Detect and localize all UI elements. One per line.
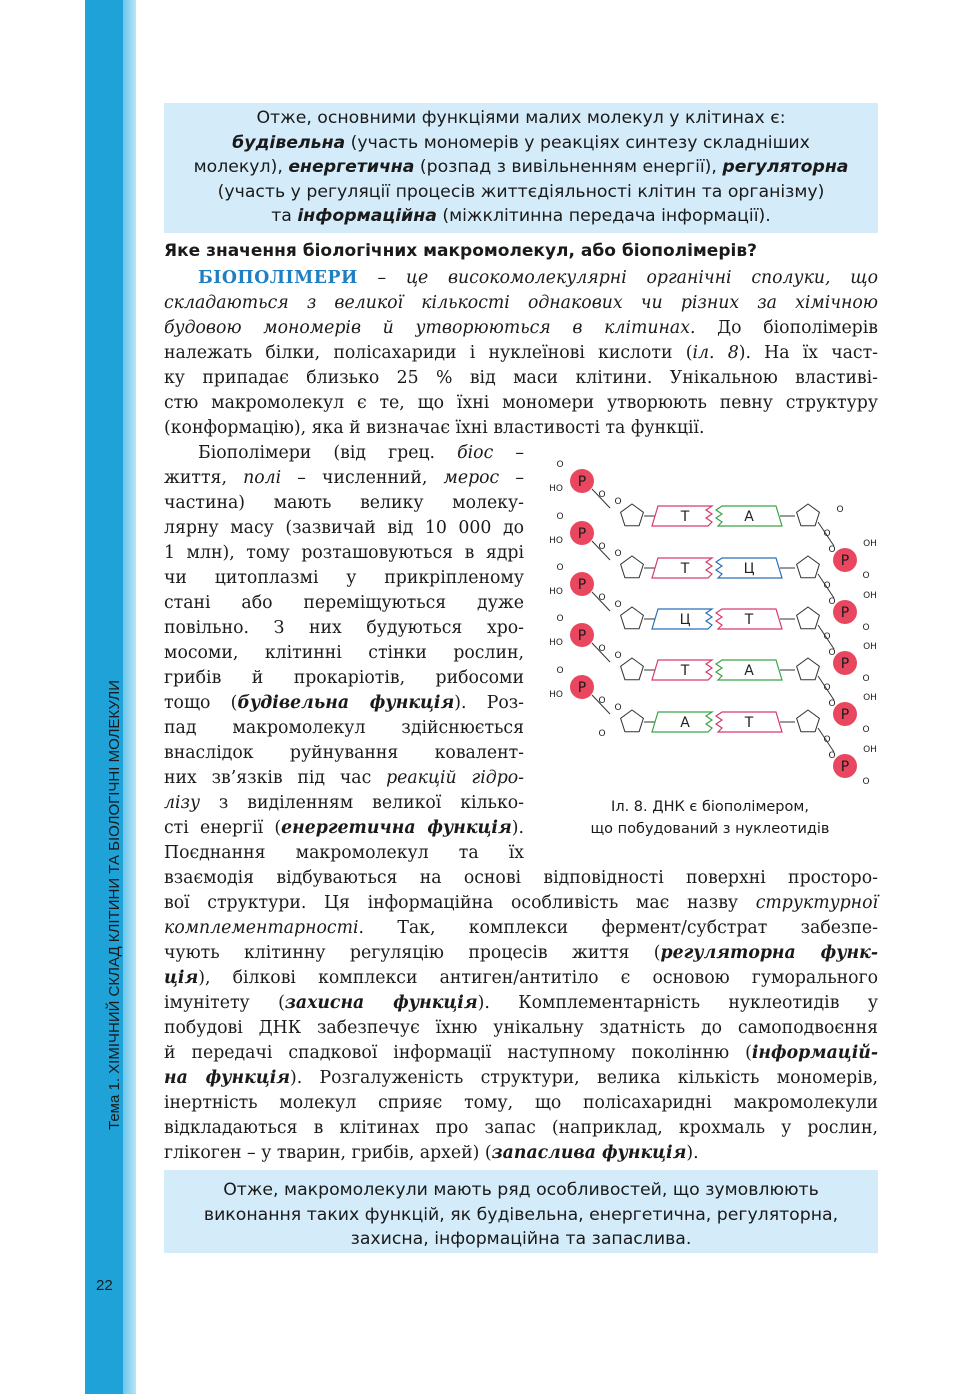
section-heading: Яке значення біологічних макромолекул, або біополімерів?: [164, 241, 757, 261]
hydroxyl-label: HO: [549, 638, 563, 648]
sugar-right-2: [797, 556, 820, 578]
phosphate-right-4-label: P: [840, 707, 850, 723]
oxygen-label: O: [828, 648, 836, 658]
base-left-3-letter: Ц: [679, 612, 691, 628]
box-line: Отже, основними функціями малих молекул у клітинах є:: [256, 108, 786, 128]
hydroxyl-label: HO: [549, 536, 563, 546]
hydroxyl-label: OH: [863, 745, 877, 755]
chapter-title: Тема 1. ХІМІЧНИЙ СКЛАД КЛІТИНИ ТА БІОЛОГІЧНІ МОЛЕКУЛИ: [106, 680, 123, 1130]
box-line: Отже, макромолекули мають ряд особливостей, що зумовлюють: [223, 1180, 819, 1200]
oxygen-label: O: [598, 696, 606, 706]
phosphate-right-5-label: P: [840, 759, 850, 775]
box-line: виконання таких функцій, як будівельна, енергетична, регуляторна,: [203, 1204, 839, 1225]
paragraph-biopolymers-etymology: [164, 441, 524, 866]
sugar-right-4: [797, 658, 820, 680]
box-line: захисна, інформаційна та запаслива.: [350, 1229, 692, 1249]
text-line: глікоген – у тварин, грибів, архей) (запаслива функція).: [164, 1143, 699, 1163]
figure-caption: [545, 796, 875, 840]
oxygen-label: O: [556, 666, 564, 676]
oxygen-label: O: [823, 529, 831, 539]
sugar-left-1: [621, 504, 644, 526]
phosphate-left-3-label: P: [577, 577, 587, 593]
text-line: на функція). Розгалуженість структури, велика кількість мономерів,: [164, 1068, 878, 1088]
dna-structure: [549, 460, 877, 786]
summary-box-macromolecules: [164, 1170, 878, 1253]
oxygen-label: O: [862, 674, 870, 684]
caption-line: Іл. 8. ДНК є біополімером,: [611, 799, 809, 815]
text-line: стані або переміщуються дуже: [164, 593, 524, 613]
text-line: інертність молекул сприяє тому, що полісахаридні макромолекули: [164, 1093, 878, 1113]
oxygen-label: O: [598, 593, 606, 603]
hydroxyl-label: HO: [549, 484, 563, 494]
hydroxyl-label: OH: [863, 693, 877, 703]
text-line: 1 млн), тому розташовуються в ядрі: [164, 543, 524, 563]
base-right-5-letter: Т: [744, 715, 754, 731]
text-line: побудові ДНК забезпечує їхню унікальну здатність до самоподвоєння: [164, 1018, 878, 1038]
oxygen-label: O: [823, 632, 831, 642]
text-line: відкладаються в клітинах про запас (наприклад, крохмаль у рослин,: [164, 1118, 878, 1138]
text-line: лізу з виділенням великої кілько-: [164, 793, 524, 813]
text-line: й передачі спадкової інформації наступному поколінню (інформацій-: [164, 1043, 878, 1063]
oxygen-label: O: [598, 729, 606, 739]
oxygen-label: O: [862, 623, 870, 633]
sugar-left-4: [621, 658, 644, 680]
oxygen-label: O: [556, 563, 564, 573]
text-line: будовою мономерів й утворюються в клітинах. До біополімерів: [164, 318, 878, 338]
text-line: належать білки, полісахариди і нуклеїнові кислоти (іл. 8). На їх част-: [164, 343, 879, 363]
text-line: внаслідок руйнування ковалент-: [164, 743, 524, 763]
oxygen-label: O: [862, 725, 870, 735]
hydroxyl-label: HO: [549, 587, 563, 597]
phosphate-left-2-label: P: [577, 526, 587, 542]
hydroxyl-label: OH: [863, 642, 877, 652]
text-line: тощо (будівельна функція). Роз-: [164, 693, 524, 713]
text-line: чують клітинну регуляцію процесів життя (регуляторна функ-: [164, 943, 878, 963]
oxygen-label: O: [614, 703, 622, 713]
oxygen-label: O: [556, 614, 564, 624]
text-line: життя, полі – численний, мерос –: [164, 468, 524, 488]
oxygen-label: O: [836, 505, 844, 515]
text-line: пад макромолекул здійснюється: [164, 718, 524, 738]
text-line: стю макромолекул є те, що їхні мономери утворюють певну структуру: [164, 393, 878, 413]
oxygen-label: O: [828, 699, 836, 709]
oxygen-label: O: [556, 512, 564, 522]
text-line: Поєднання макромолекул та їх: [164, 843, 524, 863]
text-line: сті енергії (енергетична функція).: [164, 818, 524, 838]
oxygen-label: O: [862, 571, 870, 581]
text-line: повільно. З них будуються хро-: [164, 618, 524, 638]
oxygen-label: O: [556, 460, 564, 470]
page-number: 22: [96, 1277, 113, 1294]
dna-illustration: [540, 456, 880, 786]
text-line: комплементарності. Так, комплекси фермент/субстрат забезпе-: [164, 918, 878, 938]
oxygen-label: O: [614, 651, 622, 661]
oxygen-label: O: [614, 549, 622, 559]
sugar-left-3: [621, 607, 644, 629]
base-left-5-letter: А: [680, 715, 690, 731]
sugar-left-2: [621, 556, 644, 578]
bond-line: [818, 676, 834, 700]
box-line: (участь у регуляції процесів життєдіяльності клітин та організму): [217, 181, 825, 202]
phosphate-left-5-label: P: [577, 680, 587, 696]
oxygen-label: O: [823, 683, 831, 693]
base-right-4-letter: А: [744, 663, 754, 679]
oxygen-label: O: [614, 497, 622, 507]
text-line: чи цитоплазмі у прикріпленому: [164, 568, 524, 588]
text-line: ку припадає близько 25 % від маси клітини. Унікальною властиві-: [164, 368, 878, 388]
oxygen-label: O: [598, 644, 606, 654]
text-line: вої структури. Ця інформаційна особливість має назву структурної: [164, 893, 878, 913]
hydroxyl-label: HO: [549, 690, 563, 700]
text-line: них зв’язків під час реакцій гідро-: [164, 768, 524, 788]
phosphate-left-4-label: P: [577, 628, 587, 644]
term-biopolymers: БІОПОЛІМЕРИ: [198, 268, 358, 288]
bond-line: [818, 522, 834, 546]
text-line: мосоми, клітинні стінки рослин,: [164, 643, 524, 663]
oxygen-label: O: [823, 581, 831, 591]
hydroxyl-label: OH: [863, 591, 877, 601]
phosphate-right-1-label: P: [840, 553, 850, 569]
phosphate-left-1-label: P: [577, 474, 587, 490]
text-line: лярну масу (зазвичай від 10 000 до: [164, 518, 524, 538]
oxygen-label: O: [828, 597, 836, 607]
box-line: та інформаційна (міжклітинна передача інформації).: [271, 206, 771, 226]
sugar-right-3: [797, 607, 820, 629]
sugar-right-5: [797, 710, 820, 732]
base-left-1-letter: Т: [680, 509, 690, 525]
oxygen-label: O: [828, 751, 836, 761]
text-line: частина) мають велику молеку-: [164, 493, 524, 513]
text-line: грибів й прокаріотів, рибосоми: [164, 668, 524, 688]
sugar-left-5: [621, 710, 644, 732]
summary-box-small-molecules: [164, 103, 878, 233]
text-line: складаються з великої кількості однакових чи різних за хімічною: [164, 293, 878, 313]
base-right-2-letter: Ц: [743, 561, 755, 577]
sugar-right-1: [797, 504, 820, 526]
oxygen-label: O: [598, 490, 606, 500]
oxygen-label: O: [614, 600, 622, 610]
bond-line: [818, 728, 834, 752]
base-left-2-letter: Т: [680, 561, 690, 577]
oxygen-label: O: [828, 545, 836, 555]
text-line: ція), білкові комплекси антиген/антитіло є основою гуморального: [164, 968, 878, 988]
base-left-4-letter: Т: [680, 663, 690, 679]
oxygen-label: O: [598, 542, 606, 552]
side-band-gradient: [123, 0, 136, 1394]
paragraph-complementarity: [164, 866, 878, 1166]
box-line: будівельна (участь мономерів у реакціях синтезу складніших: [232, 132, 810, 153]
text-line: БІОПОЛІМЕРИ – це високомолекулярні органічні сполуки, що: [198, 268, 878, 288]
base-right-3-letter: Т: [744, 612, 754, 628]
oxygen-label: O: [823, 735, 831, 745]
oxygen-label: O: [862, 777, 870, 786]
phosphate-right-3-label: P: [840, 656, 850, 672]
text-line: імунітету (захисна функція). Комплементарність нуклеотидів у: [164, 993, 879, 1013]
box-line: молекул), енергетична (розпад з вивільненням енергії), регуляторна: [193, 157, 849, 177]
caption-line: що побудований з нуклеотидів: [590, 821, 830, 837]
hydroxyl-label: OH: [863, 539, 877, 549]
text-line: (конформацію), яка й визначає їхні властивості та функції.: [164, 418, 705, 438]
bond-line: [818, 574, 834, 598]
base-right-1-letter: А: [744, 509, 754, 525]
bond-line: [818, 625, 834, 649]
paragraph-biopolymers-definition: [164, 266, 878, 441]
text-line: Біополімери (від грец. біос –: [198, 443, 524, 463]
phosphate-right-2-label: P: [840, 605, 850, 621]
text-line: взаємодія відбуваються на основі відповідності поверхні просторо-: [164, 868, 878, 888]
